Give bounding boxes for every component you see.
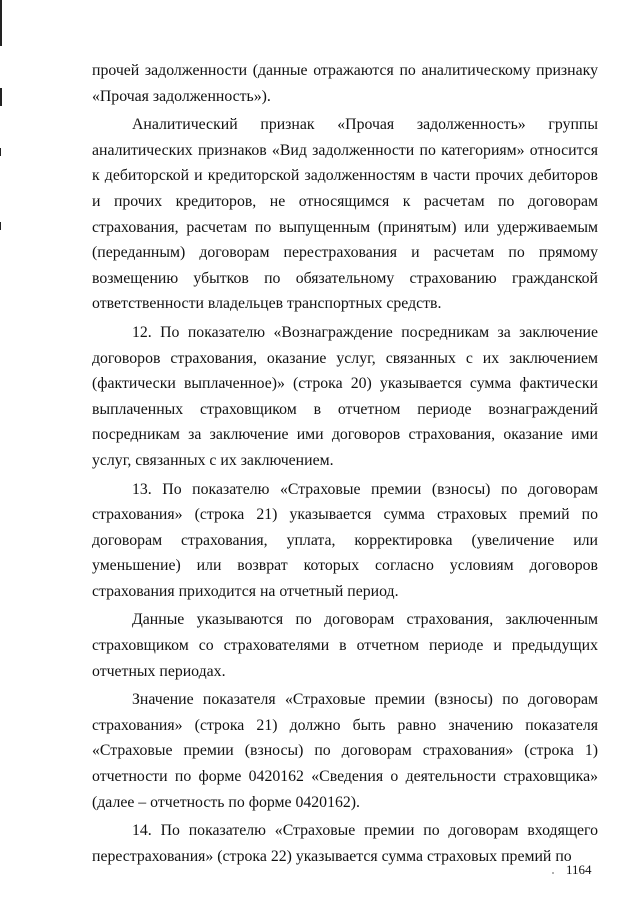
paragraph: Значение показателя «Страховые премии (взносы) по договорам страхования» (строка 21) должно быть равно значению показателя «Страховые премии (взносы) по договорам страхования» (строка 1) отчетности по форме 0420162 «Сведения о деятельности страховщика» (далее – отчетность по форме 0420162). bbox=[92, 691, 598, 811]
paragraph: Аналитический признак «Прочая задолженность» группы аналитических признаков «Вид задолженности по категориям» относится к дебиторской и кредиторской задолженностям в части прочих дебиторов и прочих кредиторов, не относящимся к расчетам по договорам страхования, расчетам по выпущенным (принятым) или удерживаемым (переданным) договорам перестрахования и расчетам по прямому возмещению убытков по обязательному страхованию гражданской ответственности владельцев транспортных средств. bbox=[92, 116, 598, 313]
paragraph: 14. По показателю «Страховые премии по договорам входящего перестрахования» (строка 22) указывается сумма страховых премий по bbox=[92, 822, 598, 865]
paragraph: 13. По показателю «Страховые премии (взносы) по договорам страхования» (строка 21) указывается сумма страховых премий по договорам страхования, уплата, корректировка (увеличение или уменьшение) или возврат которых согласно условиям договоров страхования приходится на отчетный период. bbox=[92, 480, 598, 600]
scan-edge-mark bbox=[0, 222, 1, 230]
scan-edge-mark bbox=[0, 148, 1, 156]
paragraph: 12. По показателю «Вознаграждение посредникам за заключение договоров страхования, оказание услуг, связанных с их заключением (фактически выплаченное)» (строка 20) указывается сумма фактически выплаченных страховщиком в отчетном периоде вознаграждений посредникам за заключение ими договоров страхования, оказание ими услуг, связанных с их заключением. bbox=[92, 323, 598, 469]
page-number: 1164 bbox=[566, 862, 592, 877]
scan-edge-mark bbox=[0, 88, 2, 106]
paragraph: Данные указываются по договорам страхования, заключенным страховщиком со страхователями в отчетном периоде и предыдущих отчетных периодах. bbox=[92, 611, 598, 680]
paragraph: прочей задолженности (данные отражаются по аналитическому признаку «Прочая задолженность»). bbox=[92, 62, 598, 105]
scan-edge-mark bbox=[0, 0, 2, 46]
document-body bbox=[92, 58, 598, 872]
scan-speck bbox=[552, 872, 554, 874]
